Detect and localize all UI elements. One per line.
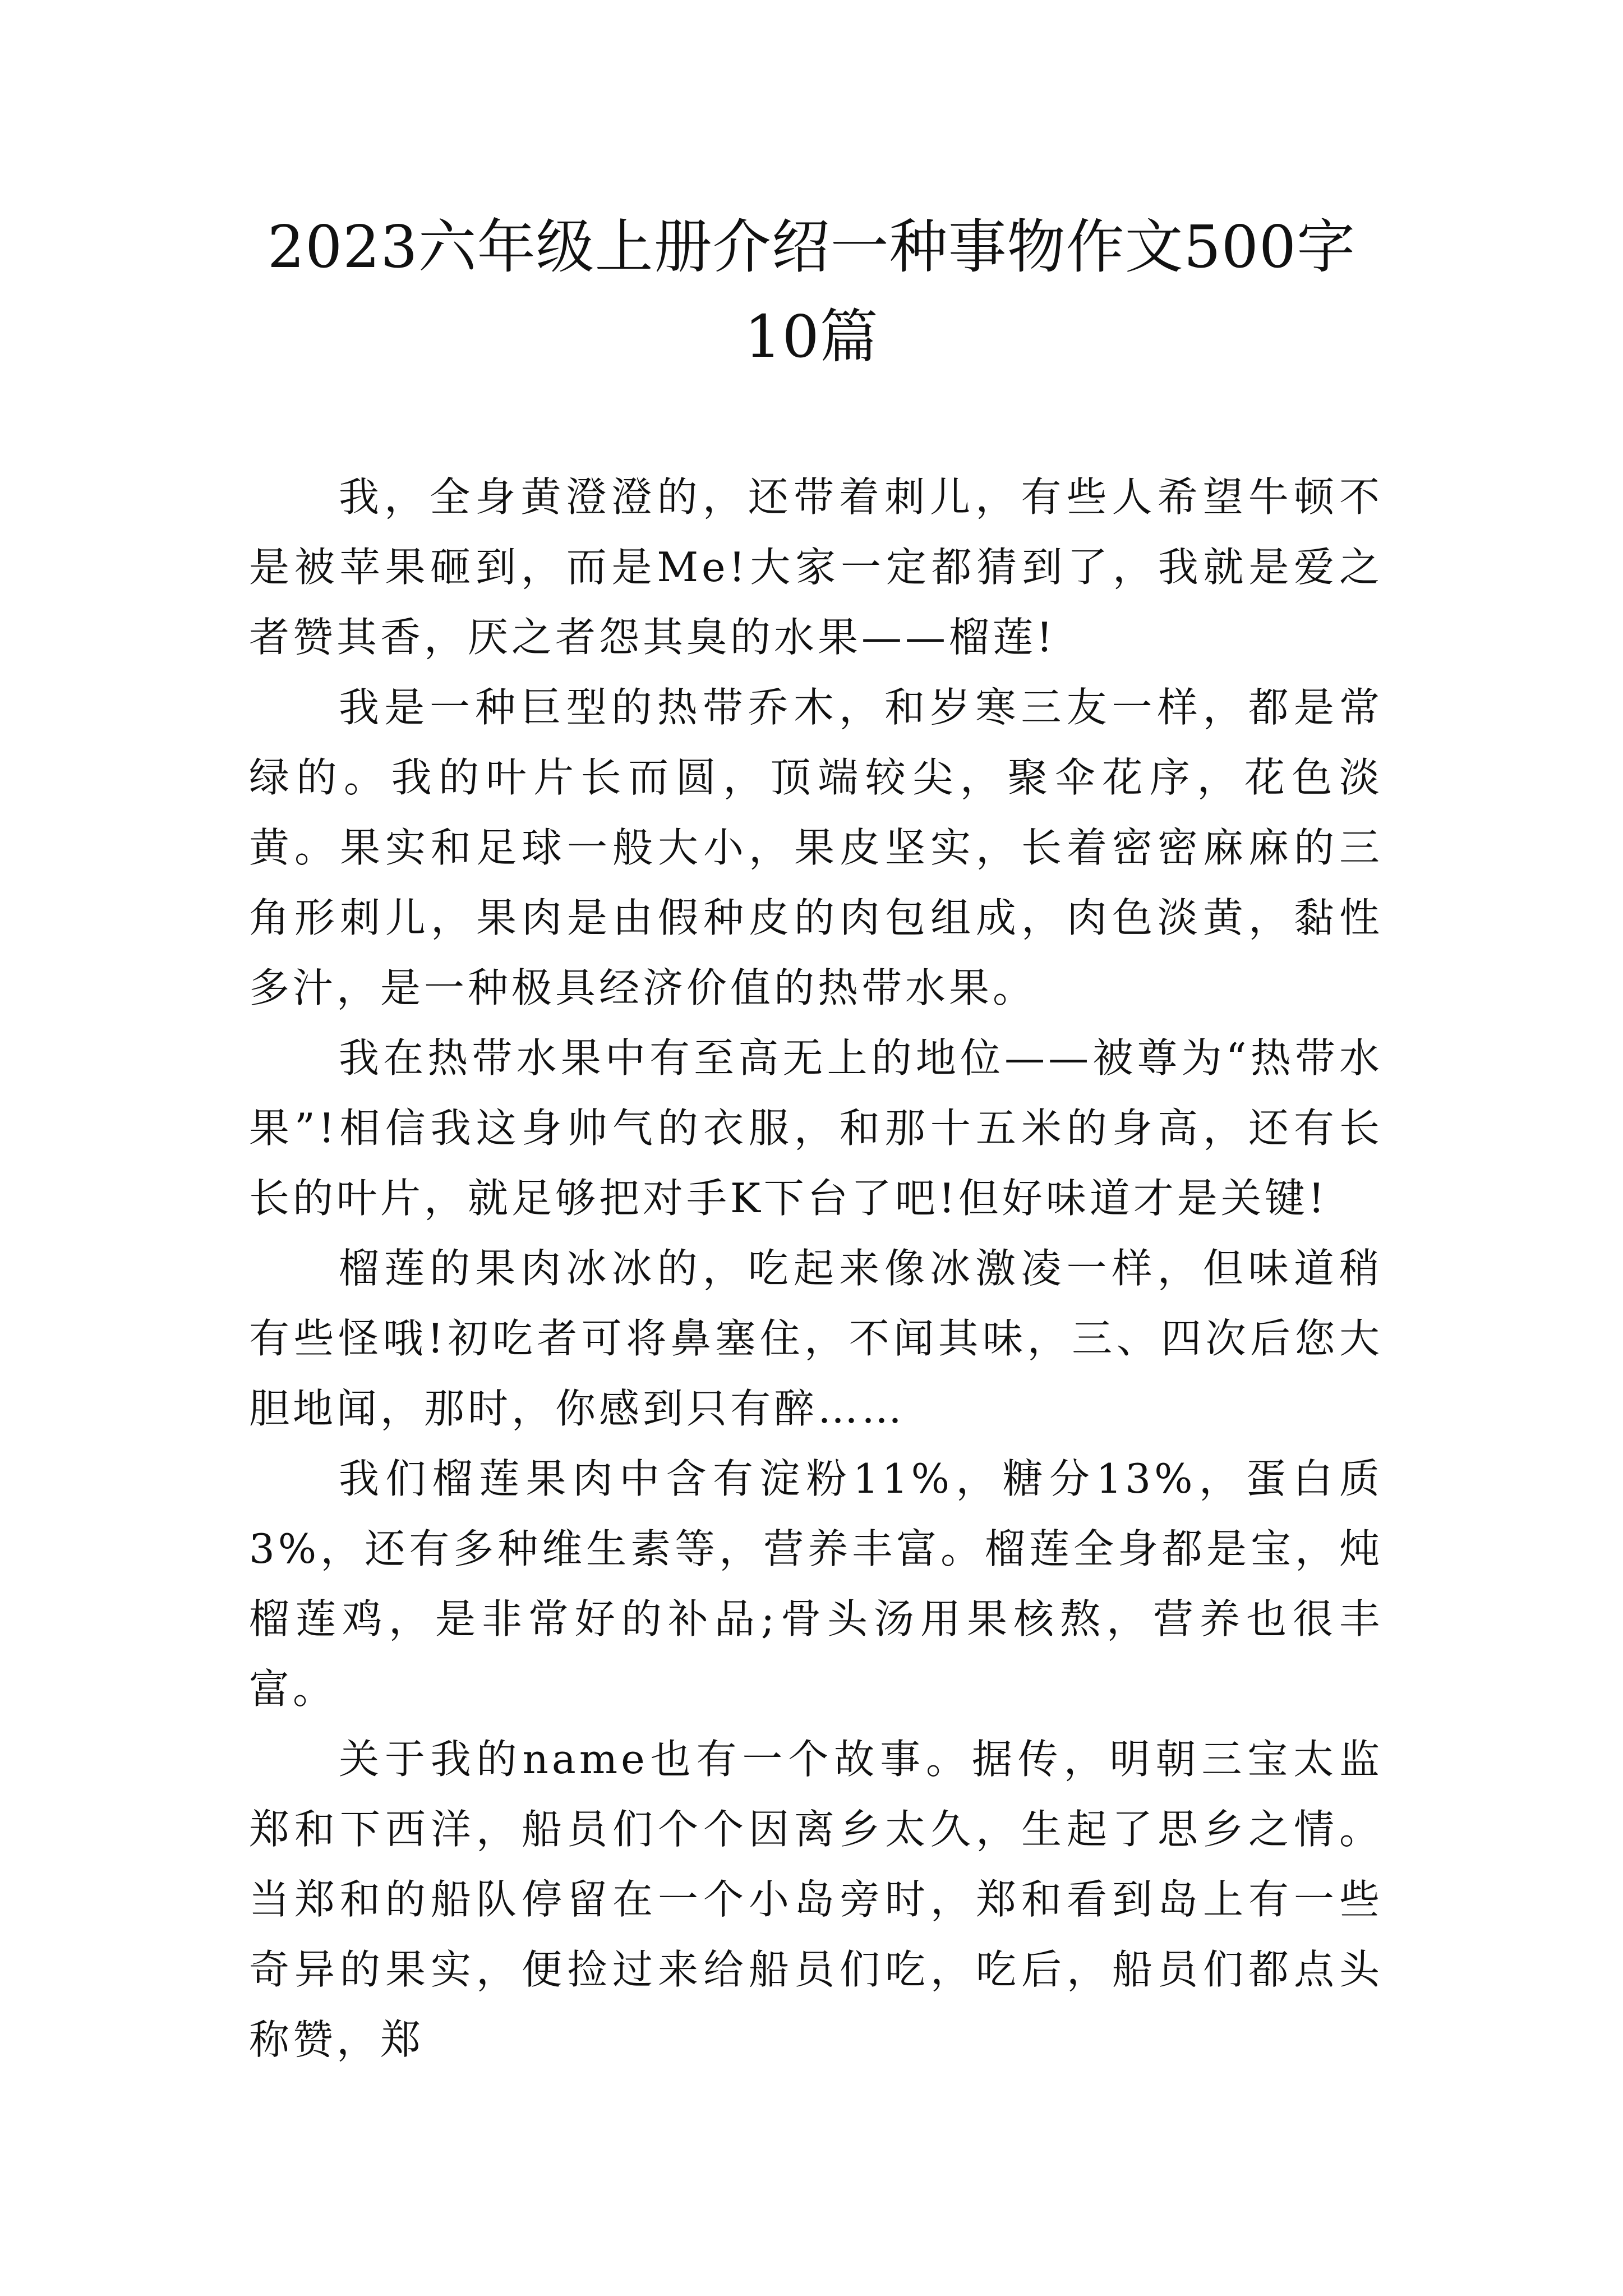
paragraph-5: 我们榴莲果肉中含有淀粉11%，糖分13%，蛋白质3%，还有多种维生素等，营养丰富。榴莲全身都是宝，炖榴莲鸡，是非常好的补品;骨头汤用果核熬，营养也很丰富。 <box>249 1455 1383 1713</box>
paragraph-6: 关于我的name也有一个故事。据传，明朝三宝太监郑和下西洋，船员们个个因离乡太久，生起了思乡之情。当郑和的船队停留在一个小岛旁时，郑和看到岛上有一些奇异的果实，便捡过来给船员们吃，吃后，船员们都点头称赞，郑 <box>249 1736 1383 2063</box>
document-body <box>249 462 1383 2075</box>
title-line-2: 10篇 <box>744 302 879 371</box>
paragraph-2: 我是一种巨型的热带乔木，和岁寒三友一样，都是常绿的。我的叶片长而圆，顶端较尖，聚伞花序，花色淡黄。果实和足球一般大小，果皮坚实，长着密密麻麻的三角形刺儿，果肉是由假种皮的肉包组成，肉色淡黄，黏性多汁，是一种极具经济价值的热带水果。 <box>249 684 1383 1011</box>
document-title <box>236 202 1387 381</box>
paragraph-3: 我在热带水果中有至高无上的地位——被尊为“热带水果”!相信我这身帅气的衣服，和那十五米的身高，还有长长的叶片，就足够把对手K下台了吧!但好味道才是关键! <box>249 1034 1383 1222</box>
paragraph-4: 榴莲的果肉冰冰的，吃起来像冰激凌一样，但味道稍有些怪哦!初吃者可将鼻塞住，不闻其味，三、四次后您大胆地闻，那时，你感到只有醉…… <box>249 1245 1383 1432</box>
title-line-1: 2023六年级上册介绍一种事物作文500字 <box>267 213 1356 281</box>
paragraph-1: 我，全身黄澄澄的，还带着刺儿，有些人希望牛顿不是被苹果砸到，而是Me!大家一定都猜到了，我就是爱之者赞其香，厌之者怨其臭的水果——榴莲! <box>249 473 1383 661</box>
